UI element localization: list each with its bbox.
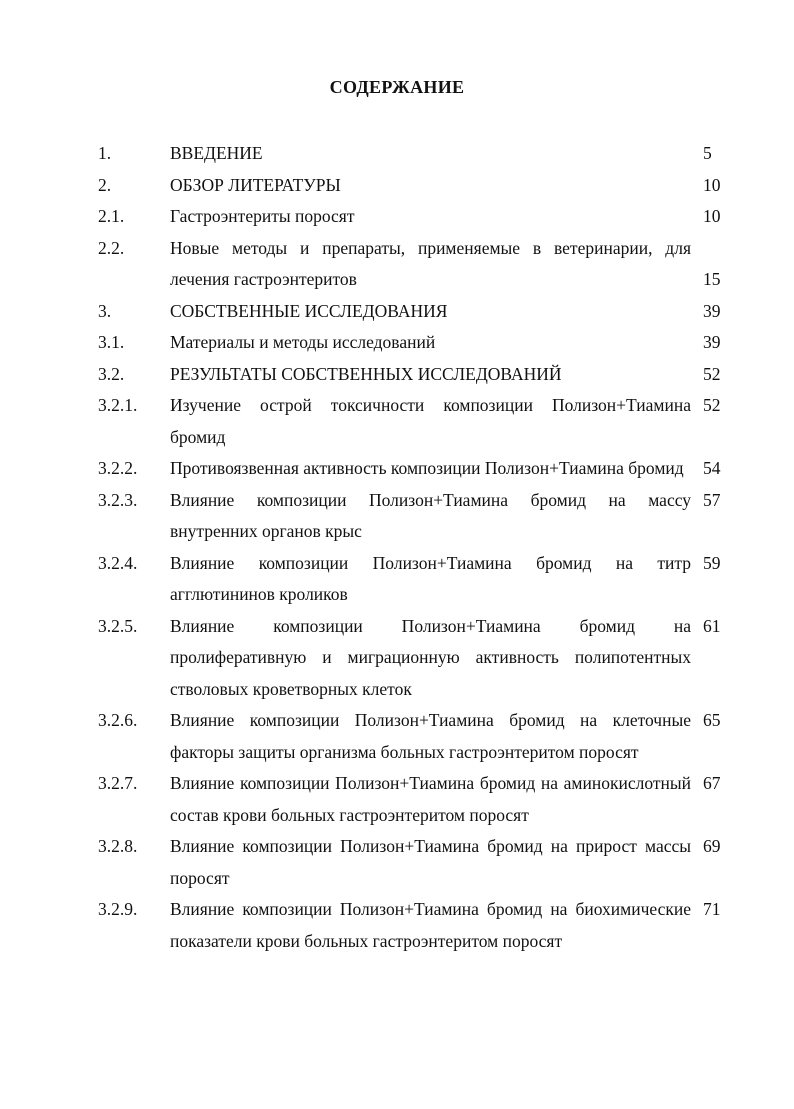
toc-entry <box>98 390 728 453</box>
toc-entry-page: 10 <box>703 174 721 195</box>
toc-entry-page: 69 <box>703 836 721 856</box>
toc-entry-title: Влияние композиции Полизон+Тиамина бромид на биохимические показатели крови больных гастроэнтеритом поросят <box>170 899 691 951</box>
toc-entry-number: 2.1. <box>98 206 125 226</box>
toc-entry-title: Изучение острой токсичности композиции Полизон+Тиамина бромид <box>170 395 691 447</box>
toc-entry <box>98 327 728 359</box>
toc-entry-number: 3.2.8. <box>98 836 138 856</box>
toc-entry-page: 57 <box>703 489 721 510</box>
toc-entry-number: 3.2.9. <box>98 899 138 919</box>
toc-entry <box>98 485 728 548</box>
toc-entry-page: 39 <box>703 332 721 352</box>
toc-entry-title: СОБСТВЕННЫЕ ИССЛЕДОВАНИЯ <box>170 300 448 321</box>
toc-entry-title: Новые методы и препараты, применяемые в ветеринарии, для лечения гастроэнтеритов <box>170 237 691 289</box>
toc-entry <box>98 170 728 202</box>
toc-entry-page: 59 <box>703 552 721 573</box>
toc-entry-title: ОБЗОР ЛИТЕРАТУРЫ <box>170 174 341 195</box>
toc-entry-title: Гастроэнтериты поросят <box>170 206 355 226</box>
toc-entry-page: 61 <box>703 615 721 636</box>
toc-entry-page: 52 <box>703 363 721 384</box>
toc-entry-page: 5 <box>703 143 712 163</box>
toc-entry-number: 3.2.1. <box>98 395 138 415</box>
toc-entry-title: Влияние композиции Полизон+Тиамина бромид на аминокислотный состав крови больных гастроэнтеритом поросят <box>170 773 691 825</box>
toc-entry <box>98 233 728 296</box>
toc-entry-number: 3.2.3. <box>98 489 138 510</box>
toc-entry <box>98 296 728 328</box>
toc-entry-number: 3.2. <box>98 363 125 384</box>
toc-entry-title: ВВЕДЕНИЕ <box>170 143 263 163</box>
toc-entry <box>98 359 728 391</box>
toc-entry-title: Материалы и методы исследований <box>170 332 436 352</box>
toc-entry <box>98 768 728 831</box>
toc-entry-title: Влияние композиции Полизон+Тиамина бромид на титр агглютининов кроликов <box>170 552 691 604</box>
toc-entry-number: 3.2.7. <box>98 773 138 793</box>
toc-entry-number: 3.2.2. <box>98 458 138 478</box>
toc-entry <box>98 138 728 170</box>
toc-entry-number: 3.1. <box>98 332 125 352</box>
toc-entry-number: 3.2.4. <box>98 552 138 573</box>
toc-entry-number: 3. <box>98 300 112 321</box>
toc-entry-number: 1. <box>98 143 112 163</box>
toc-entry-number: 2. <box>98 174 112 195</box>
toc-entry-title: Влияние композиции Полизон+Тиамина бромид на прирост массы поросят <box>170 836 691 888</box>
toc-entry <box>98 611 728 706</box>
toc-entry <box>98 831 728 894</box>
toc-entry-page: 52 <box>703 395 721 415</box>
toc-entry-title: Противоязвенная активность композиции Полизон+Тиамина бромид <box>170 458 684 478</box>
toc-entry <box>98 894 728 957</box>
toc-entry-page: 65 <box>703 710 721 730</box>
table-of-contents <box>98 138 728 957</box>
toc-entry-number: 2.2. <box>98 237 125 258</box>
toc-entry-page: 39 <box>703 300 721 321</box>
toc-entry-page: 67 <box>703 773 721 793</box>
toc-entry <box>98 705 728 768</box>
toc-entry-page: 10 <box>703 206 721 226</box>
toc-entry <box>98 548 728 611</box>
toc-entry-title: РЕЗУЛЬТАТЫ СОБСТВЕННЫХ ИССЛЕДОВАНИЙ <box>170 363 562 384</box>
toc-entry <box>98 453 728 485</box>
toc-entry-number: 3.2.5. <box>98 615 138 636</box>
toc-entry-title: Влияние композиции Полизон+Тиамина бромид на пролиферативную и миграционную активность полипотентных стволовых кроветворных клеток <box>170 615 691 699</box>
toc-entry-page: 15 <box>703 269 721 289</box>
toc-entry-title: Влияние композиции Полизон+Тиамина бромид на массу внутренних органов крыс <box>170 489 691 541</box>
toc-entry-number: 3.2.6. <box>98 710 138 730</box>
toc-entry <box>98 201 728 233</box>
toc-entry-page: 71 <box>703 899 721 919</box>
page-title: СОДЕРЖАНИЕ <box>329 77 465 97</box>
toc-entry-page: 54 <box>703 458 721 478</box>
toc-entry-title: Влияние композиции Полизон+Тиамина бромид на клеточные факторы защиты организма больных гастроэнтеритом поросят <box>170 710 691 762</box>
